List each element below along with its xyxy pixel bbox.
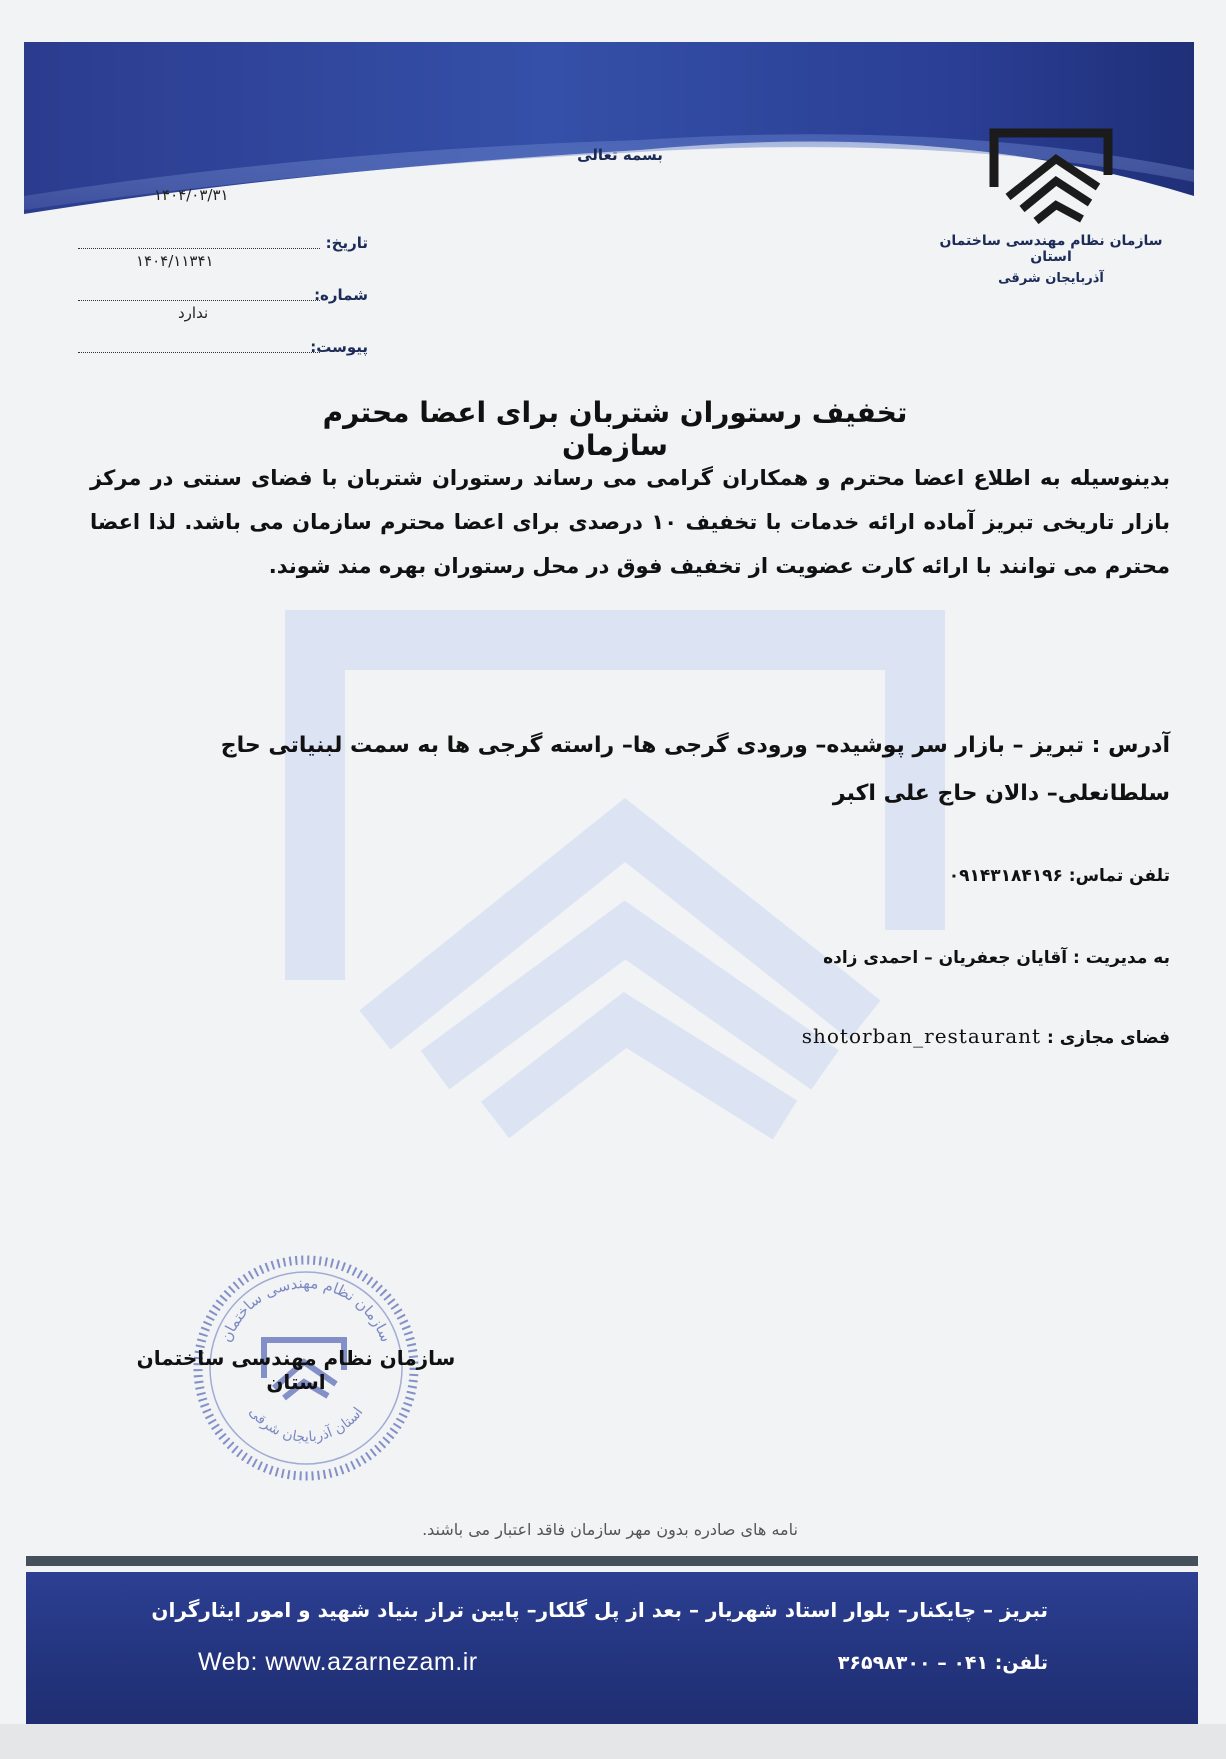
footer-stripe: [26, 1556, 1198, 1566]
meta-date-row: [78, 186, 368, 252]
svg-text:استان آذربایجان شرقی: [246, 1404, 367, 1445]
organization-logo-block: [936, 125, 1166, 286]
page-bottom-margin: [0, 1724, 1226, 1759]
footer-phone-value: ۰۴۱ – ۳۶۵۹۸۳۰۰: [837, 1652, 989, 1674]
contact-phone-value: ۰۹۱۴۳۱۸۴۱۹۶: [948, 866, 1063, 886]
footer-address: تبریز – چایکنار– بلوار استاد شهریار – بعد از پل گلکار– پایین تراز بنیاد شهید و امور ایثارگران: [151, 1598, 1048, 1622]
meta-number-line: [78, 300, 320, 301]
letter-body: بدینوسیله به اطلاع اعضا محترم و همکاران گرامی می رساند رستوران شتربان با فضای سنتی در مرکز بازار تاریخی تبریز آماده ارائه خدمات با تخفیف ۱۰ درصدی برای اعضا محترم سازمان می باشد. لذا اعضا محترم می توانند با ارائه کارت عضویت از تخفیف فوق در محل رستوران بهره مند شوند.: [90, 466, 1170, 578]
meta-attachment-line: [78, 352, 320, 353]
watermark-logo: [265, 600, 955, 1140]
footer-phone: [838, 1652, 1048, 1674]
seal-text-bottom: استان آذربایجان شرقی: [245, 1404, 367, 1446]
organization-name-line2: آذربایجان شرقی: [998, 271, 1104, 286]
meta-date-value: ۱۴۰۴/۰۳/۳۱: [154, 186, 229, 204]
organization-logo-icon: [986, 125, 1116, 225]
management-line: [823, 948, 1170, 968]
validity-disclaimer: نامه های صادره بدون مهر سازمان فاقد اعتبار می باشند.: [422, 1520, 798, 1539]
meta-attachment-row: [78, 304, 368, 356]
restaurant-address: آدرس : تبریز – بازار سر پوشیده– ورودی گرجی ها– راسته گرجی ها به سمت لبنیاتی حاج سلطانعلی– دالان حاج علی اکبر: [220, 733, 1170, 806]
meta-attachment-value: ندارد: [178, 304, 209, 322]
contact-phone-line: [949, 866, 1170, 886]
organization-name-line1: سازمان نظام مهندسی ساختمان استان: [939, 233, 1163, 265]
signature-organization-name: سازمان نظام مهندسی ساختمان استان: [136, 1346, 456, 1394]
social-media-label: فضای مجازی :: [1046, 1028, 1170, 1048]
management-label: به مدیریت :: [1072, 948, 1170, 968]
footer-phone-label: تلفن:: [994, 1652, 1048, 1674]
meta-date-label: تاریخ:: [325, 234, 368, 252]
meta-number-label: شماره:: [314, 286, 368, 304]
meta-number-row: [78, 252, 368, 304]
footer: [26, 1572, 1198, 1724]
letter-title: تخفیف رستوران شتربان برای اعضا محترم سازمان: [322, 396, 908, 462]
meta-attachment-label: پیوست:: [310, 338, 368, 356]
basmala: بسمه تعالی: [577, 146, 663, 164]
letter-meta: [78, 186, 368, 356]
footer-website-link[interactable]: Web: www.azarnezam.ir: [198, 1648, 478, 1676]
social-media-handle: shotorban_restaurant: [801, 1024, 1042, 1048]
meta-date-line: [78, 248, 320, 249]
social-media-line: [802, 1024, 1170, 1048]
meta-number-value: ۱۴۰۴/۱۱۳۴۱: [136, 252, 214, 270]
contact-phone-label: تلفن تماس:: [1068, 866, 1170, 886]
seal-text-top: سازمان نظام مهندسی ساختمان: [216, 1273, 396, 1345]
management-value: آقایان جعفریان – احمدی زاده: [823, 948, 1068, 968]
